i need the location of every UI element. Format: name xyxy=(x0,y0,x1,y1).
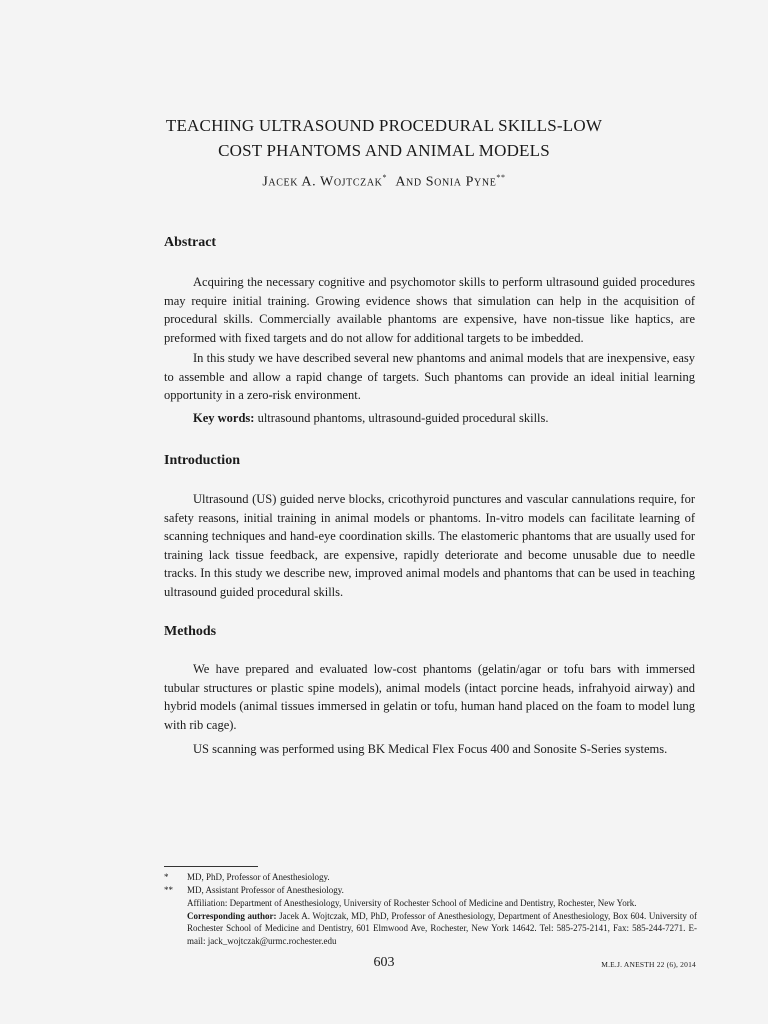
methods-paragraph-1: We have prepared and evaluated low-cost phantoms (gelatin/agar or tofu bars with immersed tubular structures or plastic spine models), animal models (intact porcine heads, infrahyoid airway) and hybrid models (animal tissues immersed in gelatin or tofu, human hand placed on the foam to model lung with rib cage). xyxy=(164,662,695,732)
footnote-divider xyxy=(164,866,258,867)
corresponding-author-text: Jacek A. Wojtczak, MD, PhD, Professor of Anesthesiology, Department of Anesthesiology, Box 604. University of Rochester School of Medicine and Dentistry, 601 Elmwood Ave, Rochester, New York 14642. Tel: 585-275-2141, Fax: 585-244-7271. E-mail: jack_wojtczak@urmc.rochester.edu xyxy=(187,910,697,946)
title-line-1: TEACHING ULTRASOUND PROCEDURAL SKILLS-LOW xyxy=(165,116,603,135)
corresponding-author-label: Corresponding author: xyxy=(187,910,277,921)
abstract-paragraph-1: Acquiring the necessary cognitive and psychomotor skills to perform ultrasound guided procedures may require initial training. Growing evidence shows that simulation can help in the acquisition of procedural skills. Commercially available phantoms are expensive, have non-tissue like haptics, are preformed with fixed targets and do not allow for additional targets to be imbedded. xyxy=(164,275,695,345)
introduction-paragraph-1: Ultrasound (US) guided nerve blocks, cricothyroid punctures and vascular cannulations require, for safety reasons, initial training in animal models or phantoms. In-vitro models can facilitate learning of scanning techniques and hand-eye coordination skills. The elastomeric phantoms that are usually used for training lack tissue feedback, are expensive, rapidly deteriorate and become unusable due to needle tracks. In this study we describe new, improved animal models and phantoms that can be used in teaching ultrasound guided procedural skills. xyxy=(164,492,695,599)
introduction-heading: Introduction xyxy=(164,453,240,468)
footnote-2-mark: ** xyxy=(164,885,173,895)
paper-title xyxy=(0,113,768,163)
author-1-mark: * xyxy=(382,173,388,182)
journal-reference: M.E.J. ANESTH 22 (6), 2014 xyxy=(601,960,696,969)
affiliation-text: Affiliation: Department of Anesthesiology, University of Rochester School of Medicine and Dentistry, Rochester, New York. xyxy=(187,898,637,908)
author-joiner: And xyxy=(395,174,422,190)
title-line-2: COST PHANTOMS AND ANIMAL MODELS xyxy=(218,141,550,160)
abstract-heading: Abstract xyxy=(164,235,217,250)
abstract-paragraph-2: In this study we have described several new phantoms and animal models that are inexpensive, easy to assemble and allow a rapid change of targets. Such phantoms can provide an ideal initial learning opportunity in a zero-risk environment. xyxy=(164,351,695,402)
author-2-name: Sonia Pyne xyxy=(425,174,497,190)
keywords-text: ultrasound phantoms, ultrasound-guided procedural skills. xyxy=(257,411,549,425)
keywords-label: Key words: xyxy=(193,411,255,425)
page-number: 603 xyxy=(373,955,395,970)
footnote-1-mark: * xyxy=(164,872,169,882)
keywords-line xyxy=(164,409,695,428)
footnote-1-text: MD, PhD, Professor of Anesthesiology. xyxy=(187,872,330,882)
corresponding-author xyxy=(187,910,697,948)
methods-heading: Methods xyxy=(164,624,217,639)
author-1-name: Jacek A. Wojtczak xyxy=(262,174,383,190)
footnote-details xyxy=(187,897,697,947)
methods-paragraph-2: US scanning was performed using BK Medical Flex Focus 400 and Sonosite S-Series systems. xyxy=(193,742,668,756)
author-list xyxy=(0,173,768,191)
footnote-2-text: MD, Assistant Professor of Anesthesiology. xyxy=(187,885,344,895)
author-2-mark: ** xyxy=(496,173,506,182)
